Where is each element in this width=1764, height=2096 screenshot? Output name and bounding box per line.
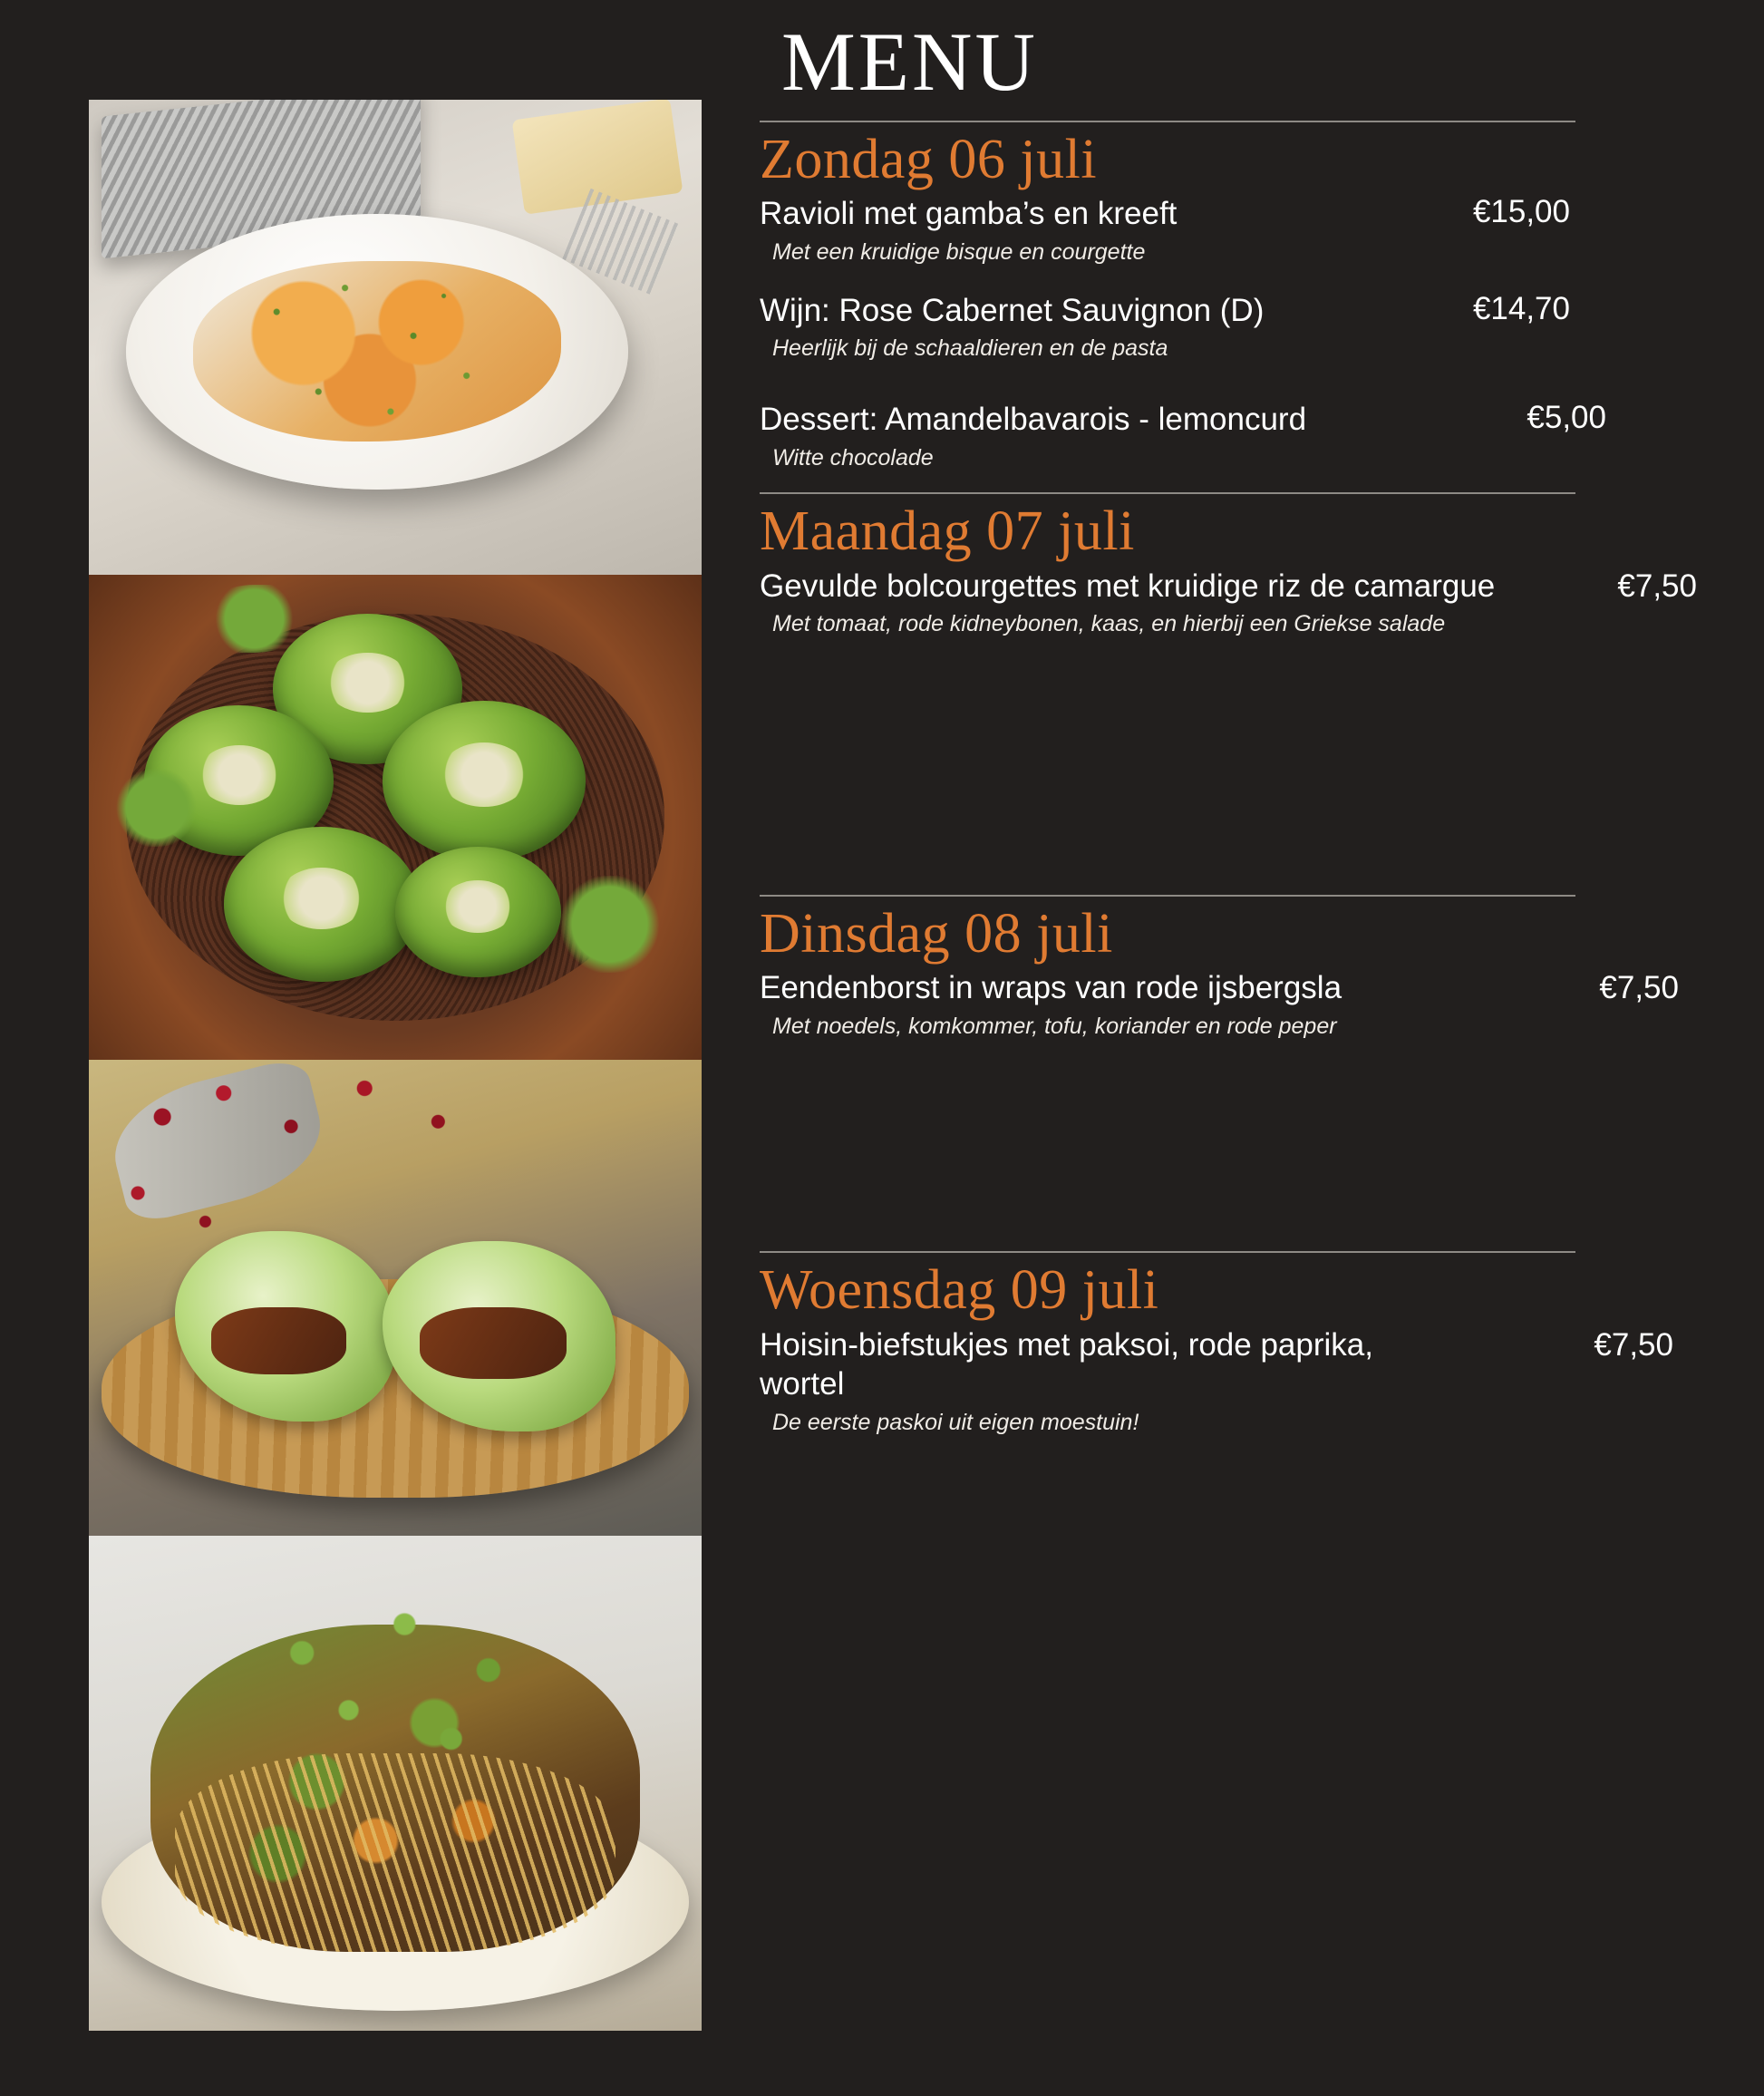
menu-item xyxy=(760,1325,1706,1438)
dish-photo-duck-wraps xyxy=(89,1060,702,1536)
menu-item xyxy=(760,968,1706,1041)
menu-item xyxy=(760,400,1706,472)
menu-item xyxy=(760,291,1706,364)
herb-leaf xyxy=(102,769,212,847)
coriander-garnish xyxy=(162,1596,628,1883)
dish-photo-ravioli xyxy=(89,100,702,575)
day-section-dinsdag xyxy=(754,895,1706,1042)
dish-photo-courgettes xyxy=(89,575,702,1060)
spacer xyxy=(754,267,1706,291)
menu-item-price: €7,50 xyxy=(1617,568,1697,604)
menu-item-price: €5,00 xyxy=(1527,399,1606,435)
day-heading: Maandag 07 juli xyxy=(760,500,1135,563)
menu-item-name: Wijn: Rose Cabernet Sauvignon (D) xyxy=(760,292,1265,328)
menu-item-price: €15,00 xyxy=(1472,194,1570,230)
section-divider xyxy=(760,895,1575,897)
menu-item xyxy=(760,194,1706,267)
day-heading: Zondag 06 juli xyxy=(760,129,1098,191)
day-heading: Woensdag 09 juli xyxy=(760,1259,1159,1322)
menu-item-description: Met tomaat, rode kidneybonen, kaas, en hierbij een Griekse salade xyxy=(772,611,1446,637)
menu-item-name: Hoisin-biefstukjes met paksoi, rode paprika, wortel xyxy=(760,1326,1373,1402)
menu-item-name: Dessert: Amandelbavarois - lemoncurd xyxy=(760,401,1307,437)
menu-item-name: Eendenborst in wraps van rode ijsbergsla xyxy=(760,970,1342,1006)
dish-photo-beef-noodles xyxy=(89,1536,702,2031)
day-section-woensdag xyxy=(754,1251,1706,1437)
spacer xyxy=(754,364,1706,400)
menu-item-description: Met noedels, komkommer, tofu, koriander en rode peper xyxy=(772,1013,1337,1039)
menu-item-price: €7,50 xyxy=(1599,970,1679,1006)
herb-leaf xyxy=(199,585,310,653)
duck-meat xyxy=(420,1307,567,1379)
menu-item-price: €7,50 xyxy=(1594,1326,1673,1363)
menu-item-price: €14,70 xyxy=(1472,290,1570,326)
section-divider xyxy=(760,492,1575,494)
courgette-object xyxy=(383,701,585,861)
menu-item-name: Ravioli met gamba’s en kreeft xyxy=(760,196,1178,232)
menu-item-description: De eerste paskoi uit eigen moestuin! xyxy=(772,1410,1139,1436)
menu-item-name: Gevulde bolcourgettes met kruidige riz de camargue xyxy=(760,568,1496,604)
day-section-maandag xyxy=(754,492,1706,639)
page-title: MENU xyxy=(781,15,1038,108)
courgette-object xyxy=(395,847,561,977)
menu-item-description: Met een kruidige bisque en courgette xyxy=(772,239,1146,266)
menu-item xyxy=(760,567,1706,639)
duck-meat xyxy=(211,1307,346,1374)
menu-column xyxy=(754,0,1706,2096)
menu-item-description: Witte chocolade xyxy=(772,444,934,471)
day-section-zondag xyxy=(754,121,1706,472)
day-heading: Dinsdag 08 juli xyxy=(760,902,1113,965)
menu-item-description: Heerlijk bij de schaaldieren en de pasta xyxy=(772,335,1168,362)
photo-column xyxy=(89,100,702,2031)
section-divider xyxy=(760,121,1575,122)
courgette-object xyxy=(224,827,420,982)
section-divider xyxy=(760,1251,1575,1253)
chives-garnish xyxy=(193,252,573,451)
herb-leaf xyxy=(542,876,677,973)
